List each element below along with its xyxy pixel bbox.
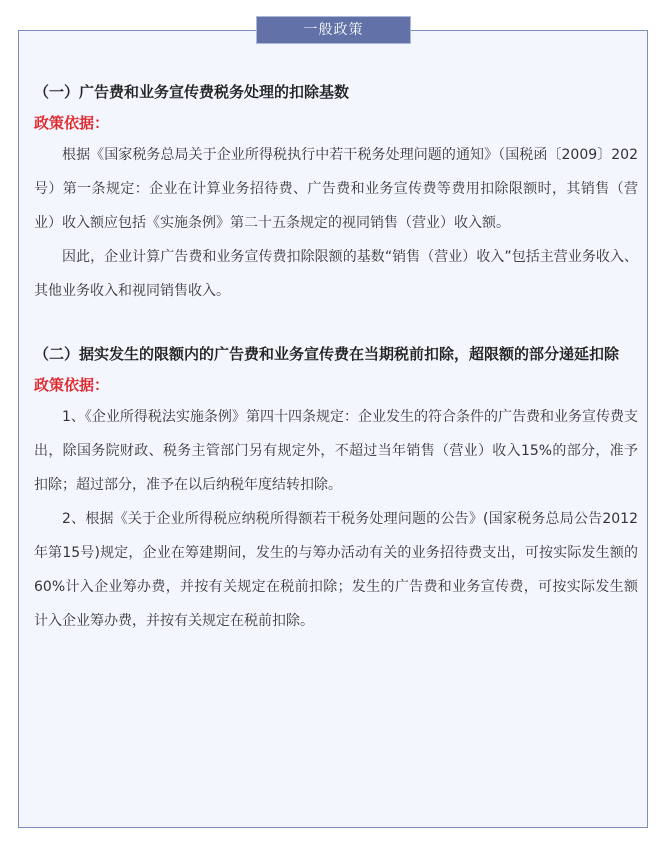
section-spacer: [34, 308, 638, 338]
section2-paragraph-1: 1、《企业所得税法实施条例》第四十四条规定：企业发生的符合条件的广告费和业务宣传费支出，除国务院财政、税务主管部门另有规定外，不超过当年销售（营业）收入15%的部分，准予扣除；超过部分，准予在以后纳税年度结转扣除。: [34, 409, 638, 493]
section2-heading: （二）据实发生的限额内的广告费和业务宣传费在当期税前扣除，超限额的部分递延扣除: [34, 345, 620, 363]
section1-heading: （一）广告费和业务宣传费税务处理的扣除基数: [34, 83, 350, 101]
section2-paragraph-2: 2、根据《关于企业所得税应纳税所得额若干税务处理问题的公告》(国家税务总局公告2012年第15号)规定，企业在筹建期间，发生的与筹办活动有关的业务招待费支出，可按实际发生额的60%计入企业筹办费，并按有关规定在税前扣除；发生的广告费和业务宣传费，可按实际发生额计入企业筹办费，并按有关规定在税前扣除。: [34, 511, 638, 629]
section1-paragraph-1: 根据《国家税务总局关于企业所得税执行中若干税务处理问题的通知》（国税函〔2009〕202号）第一条规定：企业在计算业务招待费、广告费和业务宣传费等费用扣除限额时，其销售（营业）收入额应包括《实施条例》第二十五条规定的视同销售（营业）收入额。: [34, 147, 638, 231]
section2-policy-label: 政策依据：: [34, 376, 110, 394]
policy-content: [34, 76, 638, 638]
section-header-tab: 一般政策: [256, 16, 411, 44]
section1-paragraph-2: 因此，企业计算广告费和业务宣传费扣除限额的基数“销售（营业）收入”包括主营业务收入、其他业务收入和视同销售收入。: [34, 249, 638, 299]
section1-policy-label: 政策依据：: [34, 114, 110, 132]
